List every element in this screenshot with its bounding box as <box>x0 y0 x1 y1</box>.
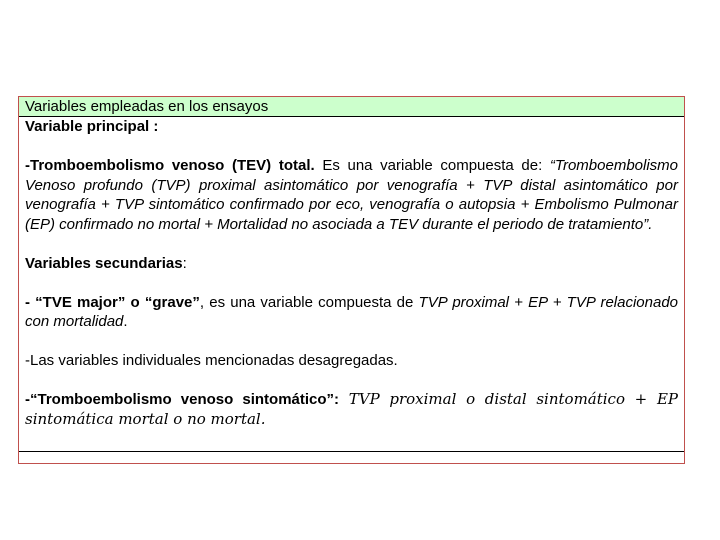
main-variable-heading: Variable principal : <box>25 118 159 135</box>
individual-variables: -Las variables individuales mencionadas desagregadas. <box>25 352 398 369</box>
tve-major-paragraph: - “TVE major” o “grave”, es una variable compuesta de TVP proximal + EP + TVP relacionado con mortalidad. <box>25 293 679 330</box>
tve-major-definition: TVP proximal + EP + TVP relacionado con mortalidad <box>25 293 679 330</box>
symptomatic-paragraph <box>25 390 678 429</box>
tve-major-term: - “TVE major” o “grave” <box>25 293 200 311</box>
main-variable-definition: “Tromboembolismo Venoso profundo (TVP) proximal asintomático por venografía + TVP distal asintomático por venografía + TVP sintomático confirmado por eco, venografía o autopsia + Embolismo Pulmonar (EP) confirmado no mortal + Mortalidad no asociada a TEV durante el periodo de tratamiento”. <box>25 157 679 233</box>
table-body <box>19 117 684 452</box>
table-title: Variables empleadas en los ensayos <box>25 98 269 115</box>
tve-major-intro: , es una variable compuesta de <box>199 293 419 311</box>
secondary-heading: Variables secundarias: <box>25 254 187 272</box>
table-header <box>19 97 684 117</box>
symptomatic-term: -“Tromboembolismo venoso sintomático”: <box>25 391 340 408</box>
symptomatic-definition: TVP proximal o distal sintomático + EP sintomática mortal o no mortal. <box>25 390 678 428</box>
main-variable-term: -Tromboembolismo venoso (TEV) total. <box>25 157 315 174</box>
variables-table <box>18 96 685 464</box>
main-variable-intro: Es una variable compuesta de: <box>314 157 550 174</box>
main-variable-paragraph <box>25 156 678 234</box>
